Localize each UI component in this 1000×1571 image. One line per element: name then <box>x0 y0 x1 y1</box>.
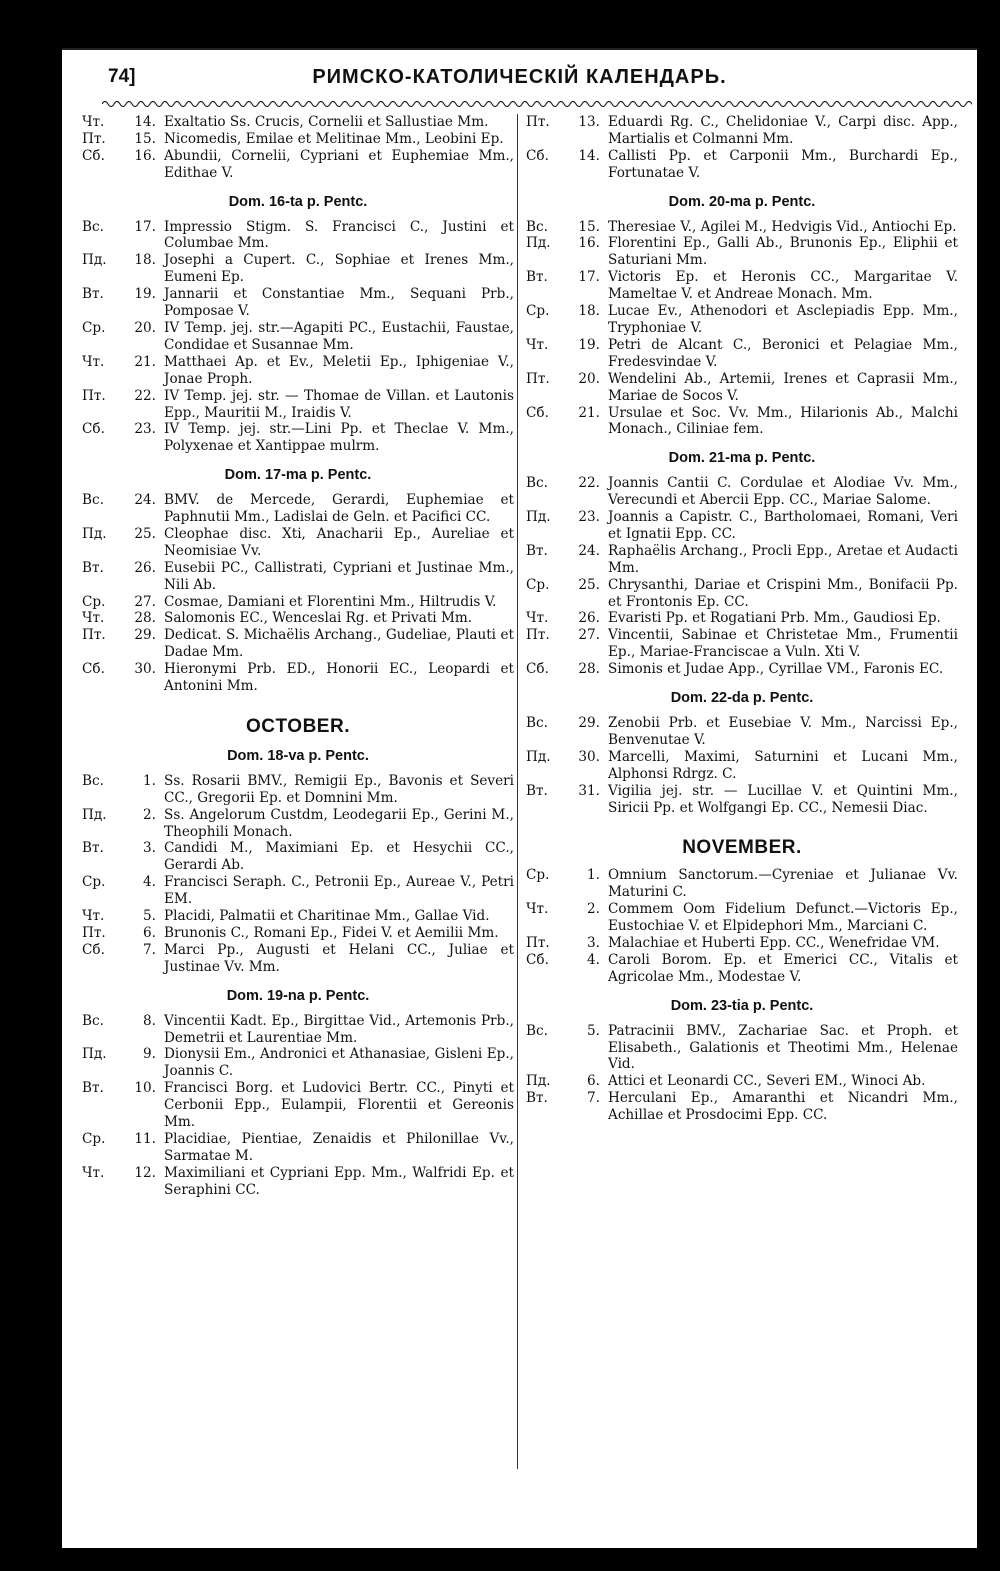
page-number: 74] <box>108 66 136 87</box>
calendar-entry <box>526 749 958 783</box>
calendar-entry <box>526 148 958 182</box>
calendar-entry <box>82 874 514 908</box>
saints-text: Ss. Rosarii BMV., Remigii Ep., Bavonis et Severi CC., Gregorii Ep. et Domnini Mm. <box>164 772 514 806</box>
saints-text: Zenobii Prb. et Eusebiae V. Mm., Narcissi Ep., Benvenutae V. <box>608 715 958 748</box>
calendar-entry <box>526 509 958 543</box>
saints-text: Abundii, Cornelii, Cypriani et Euphemiae Mm., Edithae V. <box>164 147 514 181</box>
day-number: 3. <box>587 934 600 951</box>
weekday-label: Ср. <box>82 874 106 891</box>
saints-text: Matthaei Ap. et Ev., Meletii Ep., Iphigeniae V., Jonae Proph. <box>164 353 514 387</box>
weekday-label: Вс. <box>526 715 548 731</box>
saints-text: Petri de Alcant C., Beronici et Pelagiae Mm., Fredesvindae V. <box>608 336 958 370</box>
day-number: 21. <box>578 404 600 421</box>
day-number: 22. <box>134 387 156 404</box>
day-number: 30. <box>134 661 156 678</box>
weekday-label: Вт. <box>526 542 548 559</box>
calendar-entry <box>526 269 958 303</box>
weekday-label: Вт. <box>82 559 104 576</box>
day-number: 18. <box>578 303 600 320</box>
weekday-label: Вс. <box>82 492 104 509</box>
weekday-label: Пд. <box>82 806 107 823</box>
saints-text: Placidiae, Pientiae, Zenaidis et Philonillae Vv., Sarmatae M. <box>164 1130 514 1164</box>
day-number: 1. <box>143 772 156 789</box>
calendar-entry <box>82 1131 514 1165</box>
calendar-entry <box>82 807 514 841</box>
weekday-label: Пд. <box>526 509 551 526</box>
calendar-entry <box>82 610 514 627</box>
day-number: 21. <box>134 353 156 370</box>
day-number: 1. <box>587 867 600 884</box>
calendar-entry <box>82 131 514 148</box>
day-number: 15. <box>578 218 600 235</box>
calendar-entry <box>526 371 958 405</box>
calendar-entry <box>526 610 958 627</box>
saints-text: Nicomedis, Emilae et Melitinae Mm., Leobini Ep. <box>164 130 504 147</box>
weekday-label: Чт. <box>82 908 105 925</box>
saints-text: Jannarii et Constantiae Mm., Sequani Prb., Pomposae V. <box>164 286 514 320</box>
calendar-entry <box>526 715 958 749</box>
weekday-label: Пд. <box>82 525 107 542</box>
day-number: 30. <box>578 748 600 765</box>
day-number: 29. <box>578 715 600 731</box>
weekday-label: Вс. <box>526 218 548 235</box>
day-number: 13. <box>578 114 600 130</box>
weekday-label: Ср. <box>526 867 550 884</box>
weekday-label: Ср. <box>526 303 550 320</box>
weekday-label: Чт. <box>526 336 549 353</box>
sunday-heading: Dom. 21-ma p. Pentc. <box>668 450 816 467</box>
weekday-label: Ср. <box>526 576 550 593</box>
saints-text: Cleophae disc. Xti, Anacharii Ep., Aureliae et Neomisiae Vv. <box>164 525 514 559</box>
saints-text: Impressio Stigm. S. Francisci C., Justini et Columbae Mm. <box>164 218 514 252</box>
saints-text: IV Temp. jej. str.—Agapiti PC., Eustachii, Faustae, Condidae et Susannae Mm. <box>164 319 514 353</box>
weekday-label: Чт. <box>82 114 105 130</box>
calendar-entry <box>82 252 514 286</box>
calendar-entry <box>82 219 514 253</box>
calendar-page <box>62 48 977 1548</box>
day-number: 28. <box>578 661 600 678</box>
saints-text: Patracinii BMV., Zachariae Sac. et Proph. et Elisabeth., Galationis et Theotimi Mm., Helenae Vid. <box>608 1022 958 1073</box>
calendar-entry <box>82 560 514 594</box>
calendar-entry <box>82 388 514 422</box>
calendar-entry <box>526 783 958 817</box>
calendar-entry <box>526 935 958 952</box>
column-divider <box>517 114 518 1469</box>
calendar-entry <box>526 627 958 661</box>
sunday-heading: Dom. 16-ta p. Pentc. <box>228 193 368 210</box>
weekday-label: Пд. <box>526 1073 551 1090</box>
day-number: 28. <box>134 610 156 627</box>
weekday-label: Вт. <box>526 1090 548 1107</box>
day-number: 4. <box>143 874 156 891</box>
weekday-label: Чт. <box>82 353 105 370</box>
weekday-label: Ср. <box>82 1130 106 1147</box>
calendar-entry <box>82 286 514 320</box>
calendar-entry <box>82 148 514 182</box>
saints-text: Dionysii Em., Andronici et Athanasiae, Gisleni Ep., Joannis C. <box>164 1046 514 1080</box>
weekday-label: Чт. <box>526 610 549 627</box>
day-number: 6. <box>587 1073 600 1090</box>
day-number: 7. <box>143 941 156 958</box>
day-number: 25. <box>134 525 156 542</box>
saints-text: Josephi a Cupert. C., Sophiae et Irenes Mm., Eumeni Ep. <box>164 252 514 286</box>
saints-text: Hieronymi Prb. ED., Honorii EC., Leopardi et Antonini Mm. <box>164 661 514 695</box>
saints-text: Ursulae et Soc. Vv. Mm., Hilarionis Ab., Malchi Monach., Ciliniae fem. <box>608 404 958 438</box>
calendar-entry <box>82 773 514 807</box>
day-number: 24. <box>134 492 156 509</box>
weekday-label: Ср. <box>82 593 106 610</box>
weekday-label: Вс. <box>526 475 548 492</box>
saints-text: Commem Oom Fidelium Defunct.—Victoris Ep., Eustochiae V. et Elpidephori Mm., Marciani C. <box>608 901 958 935</box>
weekday-label: Чт. <box>526 901 549 918</box>
saints-text: Malachiae et Huberti Epp. CC., Wenefridae VM. <box>608 934 940 951</box>
saints-text: Joannis Cantii C. Cordulae et Alodiae Vv. Mm., Verecundi et Abercii Epp. CC., Mariae Salome. <box>608 475 958 509</box>
month-heading: OCTOBER. <box>246 716 350 737</box>
calendar-entry <box>82 114 514 131</box>
day-number: 15. <box>134 130 156 147</box>
saints-text: Vigilia jej. str. — Lucillae V. et Quintini Mm., Siricii Pp. et Wolfgangi Ep. CC., Nemesii Diac. <box>608 782 958 816</box>
saints-text: Lucae Ev., Athenodori et Asclepiadis Epp. Mm., Tryphoniae V. <box>608 303 958 336</box>
day-number: 20. <box>134 319 156 336</box>
saints-text: Eusebii PC., Callistrati, Cypriani et Justinae Mm., Nili Ab. <box>164 559 514 593</box>
calendar-entry <box>82 925 514 942</box>
saints-text: IV Temp. jej. str. — Thomae de Villan. et Lautonis Epp., Mauritii M., Iraidis V. <box>164 387 514 421</box>
right-column <box>526 114 958 1124</box>
sunday-heading: Dom. 20-ma p. Pentc. <box>668 193 816 210</box>
calendar-entry <box>82 908 514 925</box>
calendar-entry <box>526 114 958 148</box>
sunday-heading: Dom. 17-ma p. Pentc. <box>224 467 372 484</box>
sunday-heading: Dom. 19-na p. Pentc. <box>226 987 370 1004</box>
weekday-label: Сб. <box>526 951 549 968</box>
weekday-label: Вс. <box>82 1012 104 1029</box>
weekday-label: Пт. <box>526 627 550 644</box>
saints-text: Francisci Borg. et Ludovici Bertr. CC., Pinyti et Cerbonii Epp., Eulampii, Florentii et Gereonis Mm. <box>164 1080 514 1131</box>
calendar-entry <box>526 475 958 509</box>
saints-text: IV Temp. jej. str.—Lini Pp. et Theclae V. Mm., Polyxenae et Xantippae mulrm. <box>164 421 514 455</box>
calendar-entry <box>82 594 514 611</box>
weekday-label: Пт. <box>82 130 106 147</box>
saints-text: Theresiae V., Agilei M., Hedvigis Vid., Antiochi Ep. <box>608 218 957 235</box>
day-number: 12. <box>134 1164 156 1181</box>
calendar-entry <box>526 303 958 337</box>
calendar-entry <box>526 219 958 236</box>
weekday-label: Пт. <box>526 934 550 951</box>
calendar-entry <box>82 1046 514 1080</box>
day-number: 2. <box>143 806 156 823</box>
weekday-label: Пт. <box>82 924 106 941</box>
saints-text: Marci Pp., Augusti et Helani CC., Juliae et Justinae Vv. Mm. <box>164 941 514 975</box>
saints-text: Caroli Borom. Ep. et Emerici CC., Vitalis et Agricolae Mm., Modestae V. <box>608 951 958 985</box>
day-number: 11. <box>134 1130 156 1147</box>
day-number: 9. <box>143 1046 156 1063</box>
day-number: 17. <box>134 218 156 235</box>
weekday-label: Вт. <box>526 269 548 286</box>
day-number: 18. <box>134 252 156 269</box>
saints-text: Victoris Ep. et Heronis CC., Margaritae V. Mameltae V. et Andreae Monach. Mm. <box>608 269 958 303</box>
saints-text: Salomonis EC., Wenceslai Rg. et Privati Mm. <box>164 610 473 627</box>
weekday-label: Сб. <box>82 147 105 164</box>
saints-text: Simonis et Judae App., Cyrillae VM., Faronis EC. <box>608 661 944 678</box>
day-number: 7. <box>587 1090 600 1107</box>
day-number: 14. <box>134 114 156 130</box>
weekday-label: Чт. <box>82 610 105 627</box>
weekday-label: Сб. <box>526 404 549 421</box>
saints-text: Attici et Leonardi CC., Severi EM., Winoci Ab. <box>608 1073 926 1090</box>
day-number: 2. <box>587 901 600 918</box>
calendar-entry <box>82 627 514 661</box>
sunday-heading: Dom. 18-va p. Pentc. <box>227 747 369 764</box>
saints-text: Brunonis C., Romani Ep., Fidei V. et Aemilii Mm. <box>164 924 499 941</box>
day-number: 14. <box>578 147 600 164</box>
saints-text: Placidi, Palmatii et Charitinae Mm., Gallae Vid. <box>164 908 490 925</box>
day-number: 23. <box>134 421 156 438</box>
wavy-divider <box>102 98 972 110</box>
weekday-label: Пт. <box>526 114 550 130</box>
calendar-entry <box>82 421 514 455</box>
saints-text: Raphaëlis Archang., Procli Epp., Aretae et Audacti Mm. <box>608 542 958 576</box>
weekday-label: Сб. <box>82 661 105 678</box>
weekday-label: Вт. <box>526 782 548 799</box>
sunday-heading: Dom. 23-tia p. Pentc. <box>670 997 814 1014</box>
saints-text: Eduardi Rg. C., Chelidoniae V., Carpi disc. App., Martialis et Colmanni Mm. <box>608 114 958 147</box>
calendar-entry <box>526 867 958 901</box>
weekday-label: Сб. <box>526 661 549 678</box>
day-number: 16. <box>134 147 156 164</box>
calendar-entry <box>82 840 514 874</box>
saints-text: Ss. Angelorum Custdm, Leodegarii Ep., Gerini M., Theophili Monach. <box>164 806 514 840</box>
day-number: 10. <box>134 1080 156 1097</box>
calendar-entry <box>526 405 958 439</box>
calendar-entry <box>526 577 958 611</box>
weekday-label: Вс. <box>82 772 104 789</box>
day-number: 5. <box>143 908 156 925</box>
calendar-entry <box>82 1013 514 1047</box>
saints-text: Dedicat. S. Michaëlis Archang., Gudeliae, Plauti et Dadae Mm. <box>164 627 514 661</box>
weekday-label: Чт. <box>82 1164 105 1181</box>
day-number: 6. <box>143 924 156 941</box>
saints-text: Evaristi Pp. et Rogatiani Prb. Mm., Gaudiosi Ep. <box>608 610 941 627</box>
calendar-entry <box>526 543 958 577</box>
day-number: 19. <box>134 286 156 303</box>
weekday-label: Вс. <box>526 1022 548 1039</box>
weekday-label: Пд. <box>526 748 551 765</box>
weekday-label: Вт. <box>82 840 104 857</box>
day-number: 4. <box>587 951 600 968</box>
running-title: РИМСКО-КАТОЛИЧЕСКІЙ КАЛЕНДАРЬ. <box>312 66 727 88</box>
day-number: 27. <box>578 627 600 644</box>
calendar-entry <box>526 1090 958 1124</box>
weekday-label: Пт. <box>526 370 550 387</box>
left-column <box>82 114 514 1199</box>
saints-text: Vincentii Kadt. Ep., Birgittae Vid., Artemonis Prb., Demetrii et Laurentiae Mm. <box>164 1012 514 1046</box>
day-number: 22. <box>578 475 600 492</box>
day-number: 29. <box>134 627 156 644</box>
calendar-entry <box>82 320 514 354</box>
calendar-entry <box>82 1080 514 1131</box>
calendar-entry <box>82 354 514 388</box>
weekday-label: Сб. <box>82 421 105 438</box>
saints-text: BMV. de Mercede, Gerardi, Euphemiae et Paphnutii Mm., Ladislai de Geln. et Pacifici CC. <box>164 492 514 526</box>
day-number: 5. <box>587 1022 600 1039</box>
day-number: 3. <box>143 840 156 857</box>
calendar-entry <box>526 1023 958 1074</box>
saints-text: Florentini Ep., Galli Ab., Brunonis Ep., Eliphii et Saturiani Mm. <box>608 235 958 269</box>
saints-text: Vincentii, Sabinae et Christetae Mm., Frumentii Ep., Mariae-Franciscae a Vuln. Xti V. <box>608 627 958 661</box>
weekday-label: Пд. <box>82 1046 107 1063</box>
calendar-entry <box>526 952 958 986</box>
saints-text: Candidi M., Maximiani Ep. et Hesychii CC., Gerardi Ab. <box>164 840 514 874</box>
saints-text: Cosmae, Damiani et Florentini Mm., Hiltrudis V. <box>164 593 497 610</box>
calendar-entry <box>82 661 514 695</box>
weekday-label: Вт. <box>82 1080 104 1097</box>
weekday-label: Пд. <box>82 252 107 269</box>
saints-text: Joannis a Capistr. C., Bartholomaei, Romani, Veri et Ignatii Epp. CC. <box>608 509 958 542</box>
day-number: 23. <box>578 509 600 526</box>
saints-text: Maximiliani et Cypriani Epp. Mm., Walfridi Ep. et Seraphini CC. <box>164 1164 514 1198</box>
calendar-entry <box>526 337 958 371</box>
calendar-entry <box>526 661 958 678</box>
day-number: 17. <box>578 269 600 286</box>
saints-text: Exaltatio Ss. Crucis, Cornelii et Sallustiae Mm. <box>164 114 489 130</box>
weekday-label: Пт. <box>82 627 106 644</box>
calendar-entry <box>526 1073 958 1090</box>
saints-text: Omnium Sanctorum.—Cyreniae et Julianae Vv. Maturini C. <box>608 867 958 901</box>
day-number: 31. <box>578 782 600 799</box>
weekday-label: Ср. <box>82 319 106 336</box>
saints-text: Callisti Pp. et Carponii Mm., Burchardi Ep., Fortunatae V. <box>608 147 958 181</box>
day-number: 25. <box>578 576 600 593</box>
sunday-heading: Dom. 22-da p. Pentc. <box>670 690 814 707</box>
calendar-entry <box>82 942 514 976</box>
weekday-label: Вс. <box>82 218 104 235</box>
weekday-label: Пт. <box>82 387 106 404</box>
weekday-label: Вт. <box>82 286 104 303</box>
month-heading: NOVEMBER. <box>682 837 802 859</box>
day-number: 19. <box>578 336 600 353</box>
saints-text: Herculani Ep., Amaranthi et Nicandri Mm., Achillae et Prosdocimi Epp. CC. <box>608 1090 958 1124</box>
weekday-label: Сб. <box>526 147 549 164</box>
day-number: 20. <box>578 370 600 387</box>
day-number: 26. <box>134 559 156 576</box>
saints-text: Wendelini Ab., Artemii, Irenes et Caprasii Mm., Mariae de Socos V. <box>608 370 958 404</box>
calendar-entry <box>526 235 958 269</box>
day-number: 8. <box>143 1012 156 1029</box>
calendar-entry <box>82 526 514 560</box>
top-rule <box>62 48 977 50</box>
saints-text: Marcelli, Maximi, Saturnini et Lucani Mm., Alphonsi Rdrgz. C. <box>608 748 958 782</box>
saints-text: Chrysanthi, Dariae et Crispini Mm., Bonifacii Pp. et Frontonis Ep. CC. <box>608 576 958 610</box>
weekday-label: Пд. <box>526 235 551 252</box>
day-number: 24. <box>578 542 600 559</box>
page-header <box>62 66 977 96</box>
calendar-entry <box>526 901 958 935</box>
calendar-entry <box>82 1165 514 1199</box>
calendar-entry <box>82 492 514 526</box>
weekday-label: Сб. <box>82 941 105 958</box>
day-number: 27. <box>134 593 156 610</box>
day-number: 16. <box>578 235 600 252</box>
saints-text: Francisci Seraph. C., Petronii Ep., Aureae V., Petri EM. <box>164 874 514 908</box>
day-number: 26. <box>578 610 600 627</box>
